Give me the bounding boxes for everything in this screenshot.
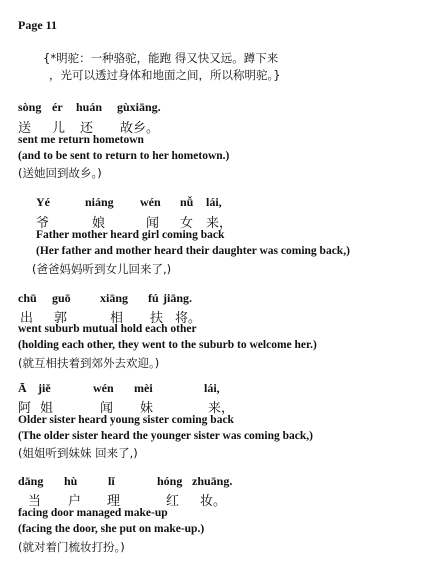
pinyin-3-3: xiāng bbox=[100, 291, 129, 305]
pinyin-4-4: mèi bbox=[134, 381, 153, 395]
translation-1: (and to be sent to return to her hometown.) bbox=[18, 150, 230, 162]
pinyin-5-5: zhuāng. bbox=[192, 474, 233, 488]
pinyin-5-3: lǐ bbox=[108, 474, 115, 488]
hanzi-5-4: 红 bbox=[166, 494, 180, 509]
pinyin-1-4: gùxiāng. bbox=[117, 100, 161, 114]
pinyin-4-5: lái, bbox=[204, 381, 220, 395]
hanzi-1-1: 送 bbox=[18, 121, 32, 136]
modern-4: (姐姐听到妹妹 回来了,) bbox=[18, 446, 138, 460]
hanzi-2-3: 闻 bbox=[146, 216, 160, 231]
pinyin-2-5: lái, bbox=[206, 195, 222, 209]
gloss-5: facing door managed make-up bbox=[18, 507, 168, 519]
hanzi-4-2: 姐 bbox=[40, 401, 54, 416]
hanzi-5-1: 当 bbox=[28, 494, 42, 509]
pinyin-4-1: Ā bbox=[18, 381, 27, 395]
gloss-1: sent me return hometown bbox=[18, 134, 144, 146]
pinyin-5-1: dāng bbox=[18, 474, 44, 488]
pinyin-1-3: huán bbox=[76, 100, 103, 114]
pinyin-4-3: wén bbox=[93, 381, 114, 395]
hanzi-3-4: 扶 bbox=[150, 311, 164, 326]
hanzi-3-3: 相 bbox=[110, 311, 124, 326]
pinyin-3-2: guō bbox=[52, 291, 71, 305]
hanzi-2-5: 来， bbox=[206, 216, 233, 231]
pinyin-3-5: jiāng. bbox=[163, 291, 193, 305]
hanzi-2-1: 爷 bbox=[36, 216, 50, 231]
hanzi-3-5: 将。 bbox=[175, 311, 202, 326]
page-label: Page 11 bbox=[18, 18, 57, 32]
gloss-4: Older sister heard young sister coming back bbox=[18, 414, 234, 426]
translation-5: (facing the door, she put on make-up.) bbox=[18, 523, 205, 535]
hanzi-4-5: 来， bbox=[208, 401, 235, 416]
gloss-2: Father mother heard girl coming back bbox=[36, 229, 225, 241]
pinyin-2-1: Yé bbox=[36, 195, 50, 209]
hanzi-5-5: 妆。 bbox=[200, 494, 227, 509]
hanzi-5-3: 理 bbox=[107, 494, 121, 509]
pinyin-2-4: nǚ bbox=[180, 195, 194, 209]
pinyin-2-2: niáng bbox=[85, 195, 114, 209]
hanzi-3-1: 出 bbox=[20, 311, 34, 326]
hanzi-4-1: 阿 bbox=[18, 401, 32, 416]
translation-2: (Her father and mother heard their daughter was coming back,) bbox=[36, 245, 350, 257]
hanzi-2-2: 娘 bbox=[92, 216, 106, 231]
pinyin-1-1: sòng bbox=[18, 100, 42, 114]
hanzi-4-4: 妹 bbox=[140, 401, 154, 416]
hanzi-4-3: 闻 bbox=[100, 401, 114, 416]
footnote-line-1: {*明驼：一种骆驼，能跑 得又快又远。蹲下来 bbox=[43, 51, 279, 65]
hanzi-1-3: 还 bbox=[80, 121, 94, 136]
pinyin-4-2: jiě bbox=[38, 381, 51, 395]
footnote-line-2: ，光可以透过身体和地面之间，所以称明驼。} bbox=[49, 68, 281, 82]
gloss-3: went suburb mutual hold each other bbox=[18, 323, 197, 335]
modern-5: (就对着门梳妆打扮。) bbox=[18, 540, 125, 554]
pinyin-5-4: hóng bbox=[157, 474, 183, 488]
modern-2: (爸爸妈妈听到女儿回来了,) bbox=[32, 262, 172, 276]
hanzi-3-2: 郭 bbox=[54, 311, 68, 326]
hanzi-1-4: 故乡。 bbox=[120, 121, 160, 136]
modern-3: (就互相扶着到郊外去欢迎。) bbox=[18, 356, 160, 370]
pinyin-3-4: fú bbox=[148, 291, 159, 305]
hanzi-1-2: 儿 bbox=[52, 121, 66, 136]
pinyin-3-1: chū bbox=[18, 291, 37, 305]
pinyin-2-3: wén bbox=[140, 195, 161, 209]
pinyin-1-2: ér bbox=[52, 100, 63, 114]
footnote bbox=[43, 50, 403, 84]
pinyin-5-2: hù bbox=[64, 474, 78, 488]
translation-4: (The older sister heard the younger sister was coming back,) bbox=[18, 430, 313, 442]
hanzi-5-2: 户 bbox=[68, 494, 82, 509]
translation-3: (holding each other, they went to the suburb to welcome her.) bbox=[18, 339, 317, 351]
hanzi-2-4: 女 bbox=[180, 216, 194, 231]
modern-1: (送她回到故乡。) bbox=[18, 166, 102, 180]
